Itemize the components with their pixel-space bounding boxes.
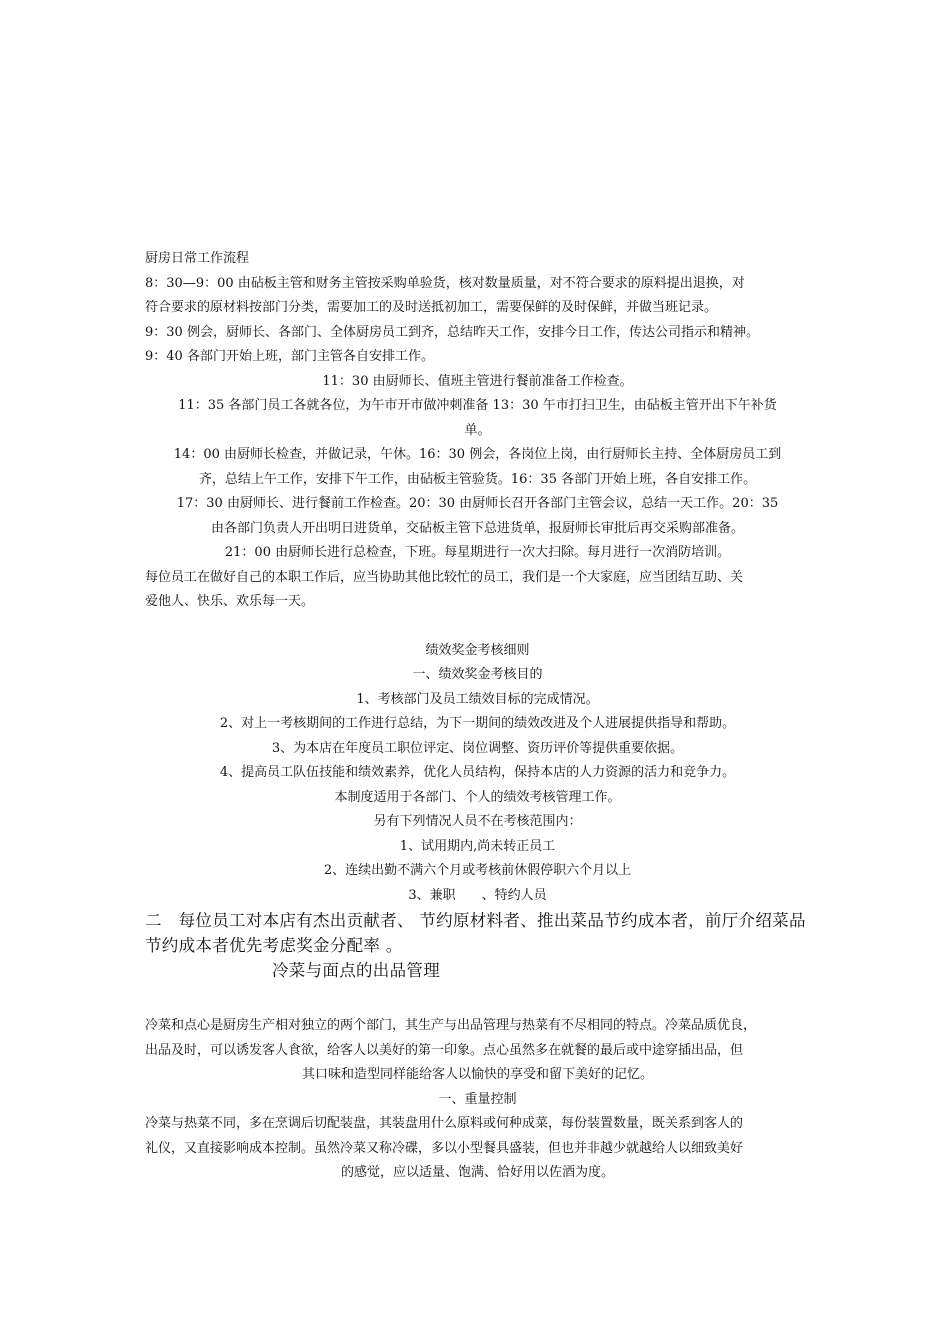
section2-title: 绩效奖金考核细则 [425,642,530,658]
document-page [145,247,810,1186]
paragraph-line: 8：30—9：00 由砧板主管和财务主管按采购单验货，核对数量质量，对不符合要求的原料提出退换，对 [145,275,745,291]
paragraph-line: 9：40 各部门开始上班，部门主管各自安排工作。 [145,349,434,364]
paragraph-line: 11：35 各部门员工各就各位，为午市开市做冲刺准备 13：30 午市打扫卫生，由砧板主管开出下午补货 [178,398,777,413]
paragraph-line: 其口味和造型同样能给客人以愉快的享受和留下美好的记忆。 [301,1067,653,1082]
paragraph-line: 齐，总结上午工作，安排下午工作，由砧板主管验货。16：35 各部门开始上班，各自安排工作。 [198,471,757,487]
paragraph-line: 由各部门负责人开出明日进货单，交砧板主管下总进货单，报厨师长审批后再交采购部准备。 [210,520,744,536]
paragraph-line: 21：00 由厨师长进行总检查，下班。每星期进行一次大扫除。每月进行一次消防培训。 [224,545,731,560]
paragraph-line: 14：00 由厨师长检查，并做记录，午休。16：30 例会，各岗位上岗，由行厨师长主持、全体厨房员工到 [173,447,782,462]
list-item: 另有下列情况人员不在考核范围内： [373,814,582,829]
section1-title: 厨房日常工作流程 [145,251,250,266]
paragraph-line: 17：30 由厨师长、进行餐前工作检查。20：30 由厨师长召开各部门主管会议，总结一天工作。20：35 [176,496,779,511]
paragraph-line: 冷菜与热菜不同，多在烹调后切配装盘，其装盘用什么原料或何种成菜，每份装置数量，既关系到客人的 [145,1116,744,1131]
list-item: 2、连续出勤不满六个月或考核前休假停职六个月以上 [323,863,632,878]
paragraph-line: 11：30 由厨师长、值班主管进行餐前准备工作检查。 [322,373,633,389]
paragraph-line: 冷菜和点心是厨房生产相对独立的两个部门，其生产与出品管理与热菜有不尽相同的特点。冷菜品质优良， [145,1018,757,1033]
list-item: 本制度适用于各部门、个人的绩效考核管理工作。 [334,789,621,805]
subheading: 一、重量控制 [438,1091,517,1107]
paragraph-line: 礼仪，又直接影响成本控制。虽然冷菜又称冷碟，多以小型餐具盛装，但也并非越少就越给人以细致美好 [145,1140,744,1156]
paragraph-line: 爱他人、快乐、欢乐每一天。 [145,594,315,609]
paragraph-line: 单。 [464,422,491,438]
paragraph-line: 9：30 例会，厨师长、各部门、全体厨房员工到齐，总结昨天工作，安排今日工作，传达公司指示和精神。 [145,324,759,340]
emphasis-line: 节约成本者优先考虑奖金分配率 。 [145,936,403,955]
spacer [145,983,810,1014]
list-item: 1、考核部门及员工绩效目标的完成情况。 [356,691,599,707]
paragraph-line: 出品及时，可以诱发客人食欲，给客人以美好的第一印象。点心虽然多在就餐的最后或中途穿插出品，但 [145,1042,744,1058]
list-item: 2、对上一考核期间的工作进行总结，为下一期间的绩效改进及个人进展提供指导和帮助。 [219,716,736,731]
section3-title: 冷菜与面点的出品管理 [272,961,440,980]
list-item: 一、绩效奖金考核目的 [412,667,543,682]
list-item: 3、为本店在年度员工职位评定、岗位调整、资历评价等提供重要依据。 [271,740,684,756]
paragraph-line: 每位员工在做好自己的本职工作后，应当协助其他比较忙的员工，我们是一个大家庭，应当团结互助、关 [145,569,744,585]
paragraph-line: 的感觉，应以适量、饱满、恰好用以佐酒为度。 [340,1165,614,1180]
list-item: 4、提高员工队伍技能和绩效素养，优化人员结构，保持本店的人力资源的活力和竞争力。 [219,765,736,780]
emphasis-line: 二 每位员工对本店有杰出贡献者、 节约原材料者、推出菜品节约成本者，前厅介绍菜品 [145,911,806,930]
list-item: 1、试用期内,尚未转正员工 [399,838,556,854]
paragraph-line: 符合要求的原材料按部门分类，需要加工的及时送抵初加工，需要保鲜的及时保鲜，并做当班记录。 [145,300,718,315]
list-item: 3、兼职 、特约人员 [408,887,547,903]
spacer [145,615,810,639]
